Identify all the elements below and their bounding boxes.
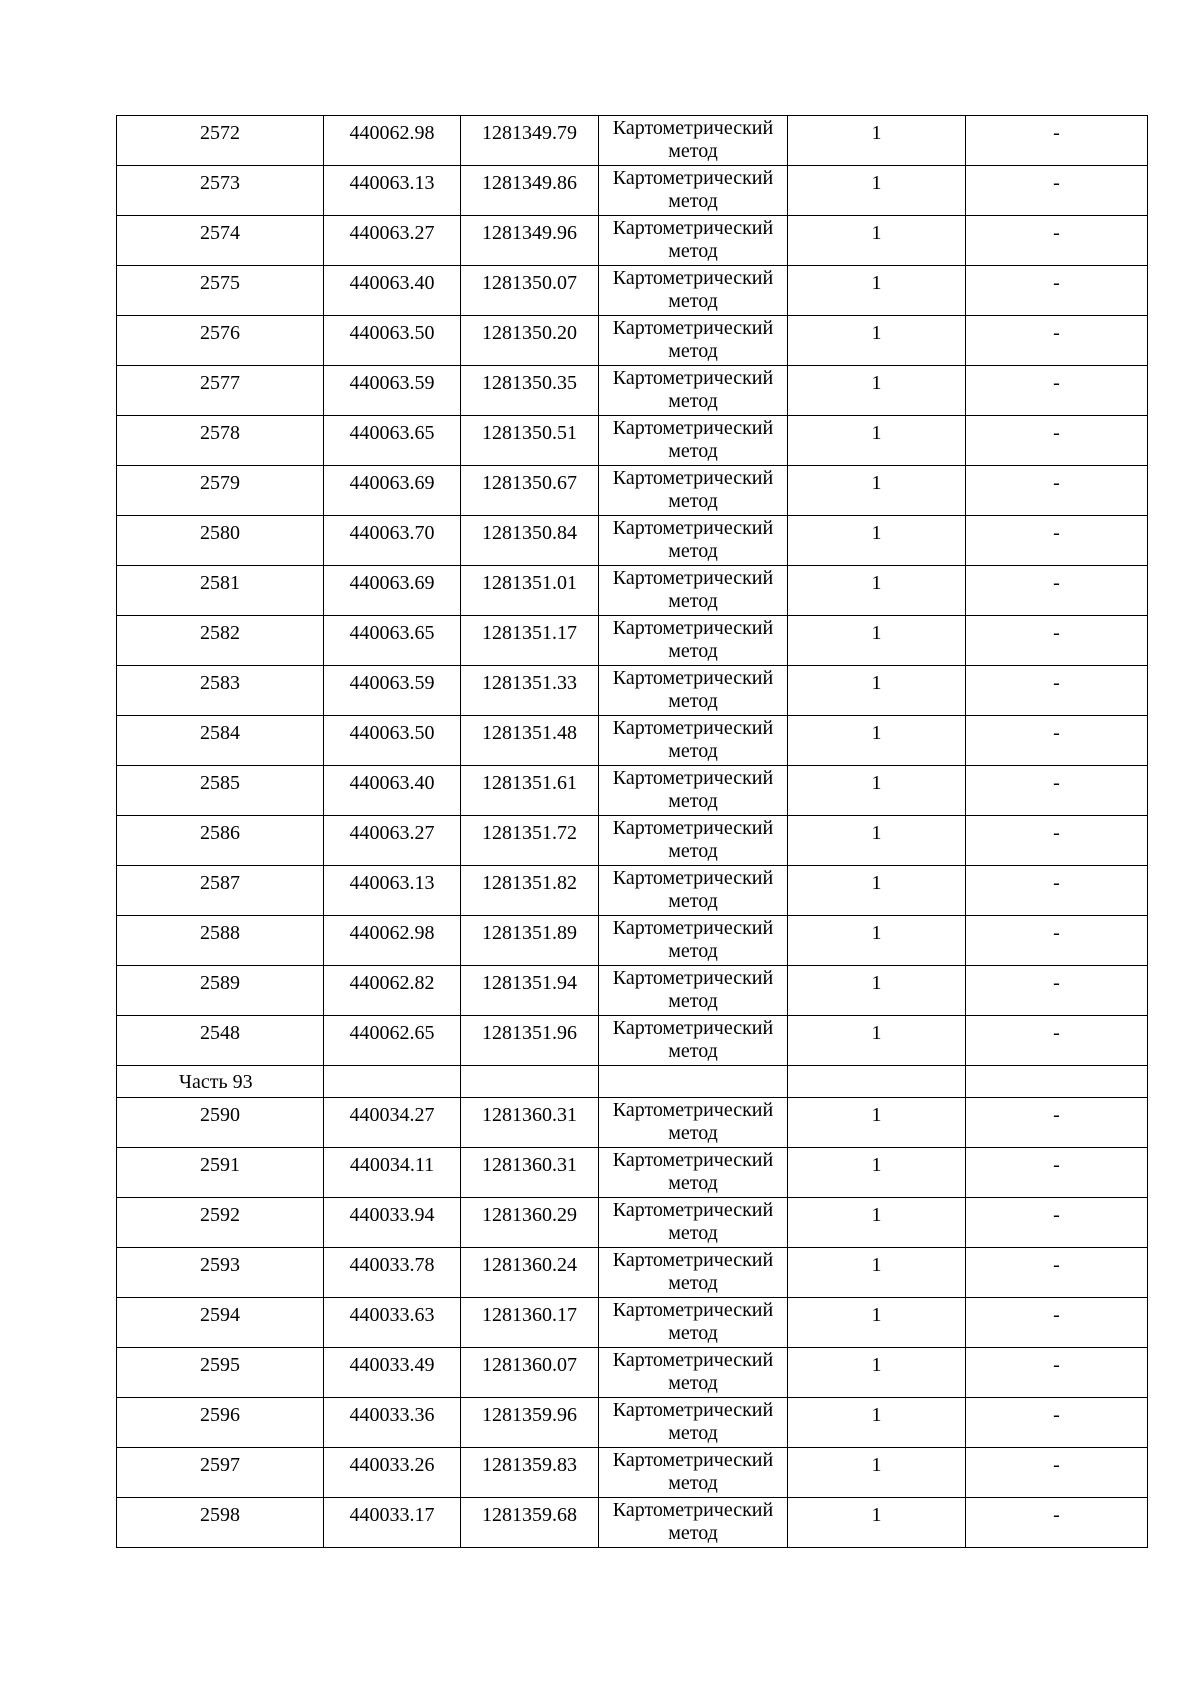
accuracy-cell: 1 [788, 766, 966, 816]
section-cell-empty [599, 1066, 788, 1098]
table-row [117, 1098, 1148, 1148]
dash-cell: - [966, 716, 1148, 766]
table-row [117, 966, 1148, 1016]
point-number-cell: 2586 [117, 816, 324, 866]
table-row [117, 466, 1148, 516]
method-line-2: метод [668, 540, 718, 562]
method-line-2: метод [668, 990, 718, 1012]
y-coordinate-cell: 1281359.83 [461, 1448, 599, 1498]
y-coordinate-cell: 1281350.84 [461, 516, 599, 566]
dash-cell: - [966, 616, 1148, 666]
x-coordinate-cell: 440033.36 [324, 1398, 461, 1448]
dash-cell: - [966, 1448, 1148, 1498]
x-coordinate-cell: 440063.65 [324, 416, 461, 466]
accuracy-cell: 1 [788, 316, 966, 366]
section-cell-empty [461, 1066, 599, 1098]
method-cell [599, 716, 788, 766]
point-number-cell: 2577 [117, 366, 324, 416]
table-row [117, 666, 1148, 716]
table-row [117, 766, 1148, 816]
accuracy-cell: 1 [788, 966, 966, 1016]
x-coordinate-cell: 440063.50 [324, 316, 461, 366]
dash-cell: - [966, 216, 1148, 266]
table-row [117, 516, 1148, 566]
method-line-1: Картометрический [612, 317, 774, 339]
point-number-cell: 2576 [117, 316, 324, 366]
method-cell [599, 1198, 788, 1248]
x-coordinate-cell: 440063.13 [324, 866, 461, 916]
x-coordinate-cell: 440063.70 [324, 516, 461, 566]
point-number-cell: 2593 [117, 1248, 324, 1298]
method-line-2: метод [668, 1522, 718, 1544]
method-line-2: метод [668, 390, 718, 412]
point-number-cell: 2579 [117, 466, 324, 516]
accuracy-cell: 1 [788, 1148, 966, 1198]
table-section [117, 1066, 1148, 1098]
point-number-cell: 2581 [117, 566, 324, 616]
method-line-2: метод [668, 940, 718, 962]
method-cell [599, 766, 788, 816]
y-coordinate-cell: 1281360.17 [461, 1298, 599, 1348]
method-line-1: Картометрический [612, 1299, 774, 1321]
y-coordinate-cell: 1281351.94 [461, 966, 599, 1016]
table-row [117, 266, 1148, 316]
x-coordinate-cell: 440063.40 [324, 766, 461, 816]
table-row [117, 316, 1148, 366]
accuracy-cell: 1 [788, 816, 966, 866]
accuracy-cell: 1 [788, 1016, 966, 1066]
table-body-part-b [117, 1098, 1148, 1548]
y-coordinate-cell: 1281349.79 [461, 116, 599, 166]
table-row [117, 816, 1148, 866]
x-coordinate-cell: 440033.17 [324, 1498, 461, 1548]
method-line-1: Картометрический [612, 117, 774, 139]
dash-cell: - [966, 916, 1148, 966]
x-coordinate-cell: 440033.78 [324, 1248, 461, 1298]
accuracy-cell: 1 [788, 616, 966, 666]
dash-cell: - [966, 1016, 1148, 1066]
method-cell [599, 516, 788, 566]
method-line-2: метод [668, 1272, 718, 1294]
y-coordinate-cell: 1281349.86 [461, 166, 599, 216]
method-cell [599, 1016, 788, 1066]
method-line-1: Картометрический [612, 417, 774, 439]
point-number-cell: 2575 [117, 266, 324, 316]
table-row [117, 1198, 1148, 1248]
y-coordinate-cell: 1281350.35 [461, 366, 599, 416]
point-number-cell: 2572 [117, 116, 324, 166]
table-row [117, 116, 1148, 166]
method-line-2: метод [668, 640, 718, 662]
point-number-cell: 2548 [117, 1016, 324, 1066]
table-row [117, 1348, 1148, 1398]
table-row [117, 166, 1148, 216]
method-cell [599, 616, 788, 666]
method-line-2: метод [668, 1040, 718, 1062]
method-cell [599, 1098, 788, 1148]
accuracy-cell: 1 [788, 166, 966, 216]
table-row [117, 1248, 1148, 1298]
coordinates-table [116, 115, 1148, 1548]
y-coordinate-cell: 1281360.29 [461, 1198, 599, 1248]
dash-cell: - [966, 1198, 1148, 1248]
method-line-2: метод [668, 1172, 718, 1194]
y-coordinate-cell: 1281351.82 [461, 866, 599, 916]
x-coordinate-cell: 440033.94 [324, 1198, 461, 1248]
dash-cell: - [966, 1148, 1148, 1198]
accuracy-cell: 1 [788, 1348, 966, 1398]
y-coordinate-cell: 1281351.61 [461, 766, 599, 816]
method-cell [599, 216, 788, 266]
method-line-2: метод [668, 1372, 718, 1394]
x-coordinate-cell: 440033.26 [324, 1448, 461, 1498]
y-coordinate-cell: 1281351.89 [461, 916, 599, 966]
method-line-1: Картометрический [612, 1499, 774, 1521]
y-coordinate-cell: 1281351.72 [461, 816, 599, 866]
method-line-2: метод [668, 790, 718, 812]
dash-cell: - [966, 316, 1148, 366]
method-line-1: Картометрический [612, 617, 774, 639]
y-coordinate-cell: 1281349.96 [461, 216, 599, 266]
dash-cell: - [966, 516, 1148, 566]
dash-cell: - [966, 966, 1148, 1016]
method-line-1: Картометрический [612, 1017, 774, 1039]
dash-cell: - [966, 1248, 1148, 1298]
table-row [117, 1398, 1148, 1448]
method-line-2: метод [668, 140, 718, 162]
method-line-2: метод [668, 440, 718, 462]
method-cell [599, 166, 788, 216]
method-line-1: Картометрический [612, 667, 774, 689]
x-coordinate-cell: 440033.49 [324, 1348, 461, 1398]
point-number-cell: 2578 [117, 416, 324, 466]
method-line-1: Картометрический [612, 1099, 774, 1121]
method-cell [599, 1298, 788, 1348]
x-coordinate-cell: 440063.40 [324, 266, 461, 316]
point-number-cell: 2595 [117, 1348, 324, 1398]
accuracy-cell: 1 [788, 1498, 966, 1548]
y-coordinate-cell: 1281351.48 [461, 716, 599, 766]
x-coordinate-cell: 440033.63 [324, 1298, 461, 1348]
point-number-cell: 2580 [117, 516, 324, 566]
point-number-cell: 2573 [117, 166, 324, 216]
y-coordinate-cell: 1281359.96 [461, 1398, 599, 1448]
section-label: Часть 93 [117, 1066, 324, 1098]
table-row [117, 216, 1148, 266]
table-body-part-a [117, 116, 1148, 1066]
method-line-1: Картометрический [612, 1249, 774, 1271]
x-coordinate-cell: 440063.59 [324, 666, 461, 716]
x-coordinate-cell: 440063.27 [324, 816, 461, 866]
y-coordinate-cell: 1281350.07 [461, 266, 599, 316]
method-cell [599, 116, 788, 166]
x-coordinate-cell: 440063.69 [324, 566, 461, 616]
table-row [117, 616, 1148, 666]
point-number-cell: 2574 [117, 216, 324, 266]
accuracy-cell: 1 [788, 516, 966, 566]
method-line-2: метод [668, 890, 718, 912]
accuracy-cell: 1 [788, 416, 966, 466]
method-cell [599, 266, 788, 316]
x-coordinate-cell: 440063.13 [324, 166, 461, 216]
x-coordinate-cell: 440063.27 [324, 216, 461, 266]
point-number-cell: 2584 [117, 716, 324, 766]
method-cell [599, 1148, 788, 1198]
y-coordinate-cell: 1281359.68 [461, 1498, 599, 1548]
x-coordinate-cell: 440063.69 [324, 466, 461, 516]
method-line-1: Картометрический [612, 867, 774, 889]
y-coordinate-cell: 1281351.17 [461, 616, 599, 666]
method-line-1: Картометрический [612, 167, 774, 189]
point-number-cell: 2588 [117, 916, 324, 966]
dash-cell: - [966, 1098, 1148, 1148]
accuracy-cell: 1 [788, 1298, 966, 1348]
dash-cell: - [966, 1348, 1148, 1398]
dash-cell: - [966, 116, 1148, 166]
method-cell [599, 366, 788, 416]
point-number-cell: 2582 [117, 616, 324, 666]
method-line-2: метод [668, 340, 718, 362]
section-cell-empty [788, 1066, 966, 1098]
method-line-2: метод [668, 240, 718, 262]
x-coordinate-cell: 440034.27 [324, 1098, 461, 1148]
method-line-2: метод [668, 1122, 718, 1144]
accuracy-cell: 1 [788, 666, 966, 716]
method-line-2: метод [668, 590, 718, 612]
table-row [117, 1298, 1148, 1348]
dash-cell: - [966, 866, 1148, 916]
method-cell [599, 316, 788, 366]
y-coordinate-cell: 1281360.24 [461, 1248, 599, 1298]
x-coordinate-cell: 440062.65 [324, 1016, 461, 1066]
point-number-cell: 2590 [117, 1098, 324, 1148]
method-line-2: метод [668, 290, 718, 312]
dash-cell: - [966, 666, 1148, 716]
method-cell [599, 416, 788, 466]
method-line-1: Картометрический [612, 1349, 774, 1371]
dash-cell: - [966, 566, 1148, 616]
y-coordinate-cell: 1281350.67 [461, 466, 599, 516]
method-line-2: метод [668, 740, 718, 762]
method-cell [599, 1498, 788, 1548]
table-row [117, 866, 1148, 916]
y-coordinate-cell: 1281360.31 [461, 1148, 599, 1198]
accuracy-cell: 1 [788, 1398, 966, 1448]
method-line-1: Картометрический [612, 917, 774, 939]
y-coordinate-cell: 1281351.01 [461, 566, 599, 616]
method-line-1: Картометрический [612, 717, 774, 739]
accuracy-cell: 1 [788, 1248, 966, 1298]
method-cell [599, 1448, 788, 1498]
method-line-1: Картометрический [612, 967, 774, 989]
accuracy-cell: 1 [788, 566, 966, 616]
dash-cell: - [966, 1298, 1148, 1348]
y-coordinate-cell: 1281351.33 [461, 666, 599, 716]
table-row [117, 366, 1148, 416]
method-line-1: Картометрический [612, 1199, 774, 1221]
dash-cell: - [966, 1498, 1148, 1548]
y-coordinate-cell: 1281360.07 [461, 1348, 599, 1398]
method-line-2: метод [668, 1222, 718, 1244]
accuracy-cell: 1 [788, 716, 966, 766]
method-cell [599, 866, 788, 916]
method-line-2: метод [668, 1422, 718, 1444]
x-coordinate-cell: 440062.82 [324, 966, 461, 1016]
y-coordinate-cell: 1281351.96 [461, 1016, 599, 1066]
point-number-cell: 2591 [117, 1148, 324, 1198]
point-number-cell: 2596 [117, 1398, 324, 1448]
point-number-cell: 2585 [117, 766, 324, 816]
accuracy-cell: 1 [788, 1198, 966, 1248]
accuracy-cell: 1 [788, 366, 966, 416]
dash-cell: - [966, 1398, 1148, 1448]
accuracy-cell: 1 [788, 266, 966, 316]
method-line-1: Картометрический [612, 1149, 774, 1171]
method-line-1: Картометрический [612, 1399, 774, 1421]
accuracy-cell: 1 [788, 466, 966, 516]
accuracy-cell: 1 [788, 116, 966, 166]
x-coordinate-cell: 440063.50 [324, 716, 461, 766]
x-coordinate-cell: 440034.11 [324, 1148, 461, 1198]
dash-cell: - [966, 766, 1148, 816]
method-line-1: Картометрический [612, 1449, 774, 1471]
y-coordinate-cell: 1281350.20 [461, 316, 599, 366]
method-line-1: Картометрический [612, 467, 774, 489]
table-row [117, 1448, 1148, 1498]
accuracy-cell: 1 [788, 866, 966, 916]
method-line-2: метод [668, 490, 718, 512]
method-cell [599, 1398, 788, 1448]
section-row [117, 1066, 1148, 1098]
section-cell-empty [966, 1066, 1148, 1098]
method-line-1: Картометрический [612, 267, 774, 289]
point-number-cell: 2594 [117, 1298, 324, 1348]
point-number-cell: 2597 [117, 1448, 324, 1498]
dash-cell: - [966, 466, 1148, 516]
dash-cell: - [966, 816, 1148, 866]
method-line-1: Картометрический [612, 767, 774, 789]
table-row [117, 1016, 1148, 1066]
method-line-1: Картометрический [612, 817, 774, 839]
method-line-1: Картометрический [612, 217, 774, 239]
method-cell [599, 966, 788, 1016]
x-coordinate-cell: 440062.98 [324, 916, 461, 966]
accuracy-cell: 1 [788, 1098, 966, 1148]
accuracy-cell: 1 [788, 216, 966, 266]
point-number-cell: 2583 [117, 666, 324, 716]
method-cell [599, 1348, 788, 1398]
method-cell [599, 916, 788, 966]
x-coordinate-cell: 440063.65 [324, 616, 461, 666]
method-cell [599, 666, 788, 716]
method-line-2: метод [668, 840, 718, 862]
point-number-cell: 2587 [117, 866, 324, 916]
y-coordinate-cell: 1281350.51 [461, 416, 599, 466]
method-line-2: метод [668, 1322, 718, 1344]
table-row [117, 1498, 1148, 1548]
dash-cell: - [966, 166, 1148, 216]
x-coordinate-cell: 440062.98 [324, 116, 461, 166]
method-line-1: Картометрический [612, 517, 774, 539]
dash-cell: - [966, 266, 1148, 316]
x-coordinate-cell: 440063.59 [324, 366, 461, 416]
dash-cell: - [966, 416, 1148, 466]
accuracy-cell: 1 [788, 1448, 966, 1498]
accuracy-cell: 1 [788, 916, 966, 966]
method-cell [599, 816, 788, 866]
point-number-cell: 2598 [117, 1498, 324, 1548]
method-line-1: Картометрический [612, 567, 774, 589]
table-row [117, 566, 1148, 616]
method-line-2: метод [668, 190, 718, 212]
y-coordinate-cell: 1281360.31 [461, 1098, 599, 1148]
table-row [117, 1148, 1148, 1198]
table-row [117, 416, 1148, 466]
method-cell [599, 1248, 788, 1298]
method-line-2: метод [668, 1472, 718, 1494]
method-line-2: метод [668, 690, 718, 712]
dash-cell: - [966, 366, 1148, 416]
method-line-1: Картометрический [612, 367, 774, 389]
method-cell [599, 466, 788, 516]
table-row [117, 916, 1148, 966]
point-number-cell: 2589 [117, 966, 324, 1016]
point-number-cell: 2592 [117, 1198, 324, 1248]
section-cell-empty [324, 1066, 461, 1098]
table-row [117, 716, 1148, 766]
method-cell [599, 566, 788, 616]
